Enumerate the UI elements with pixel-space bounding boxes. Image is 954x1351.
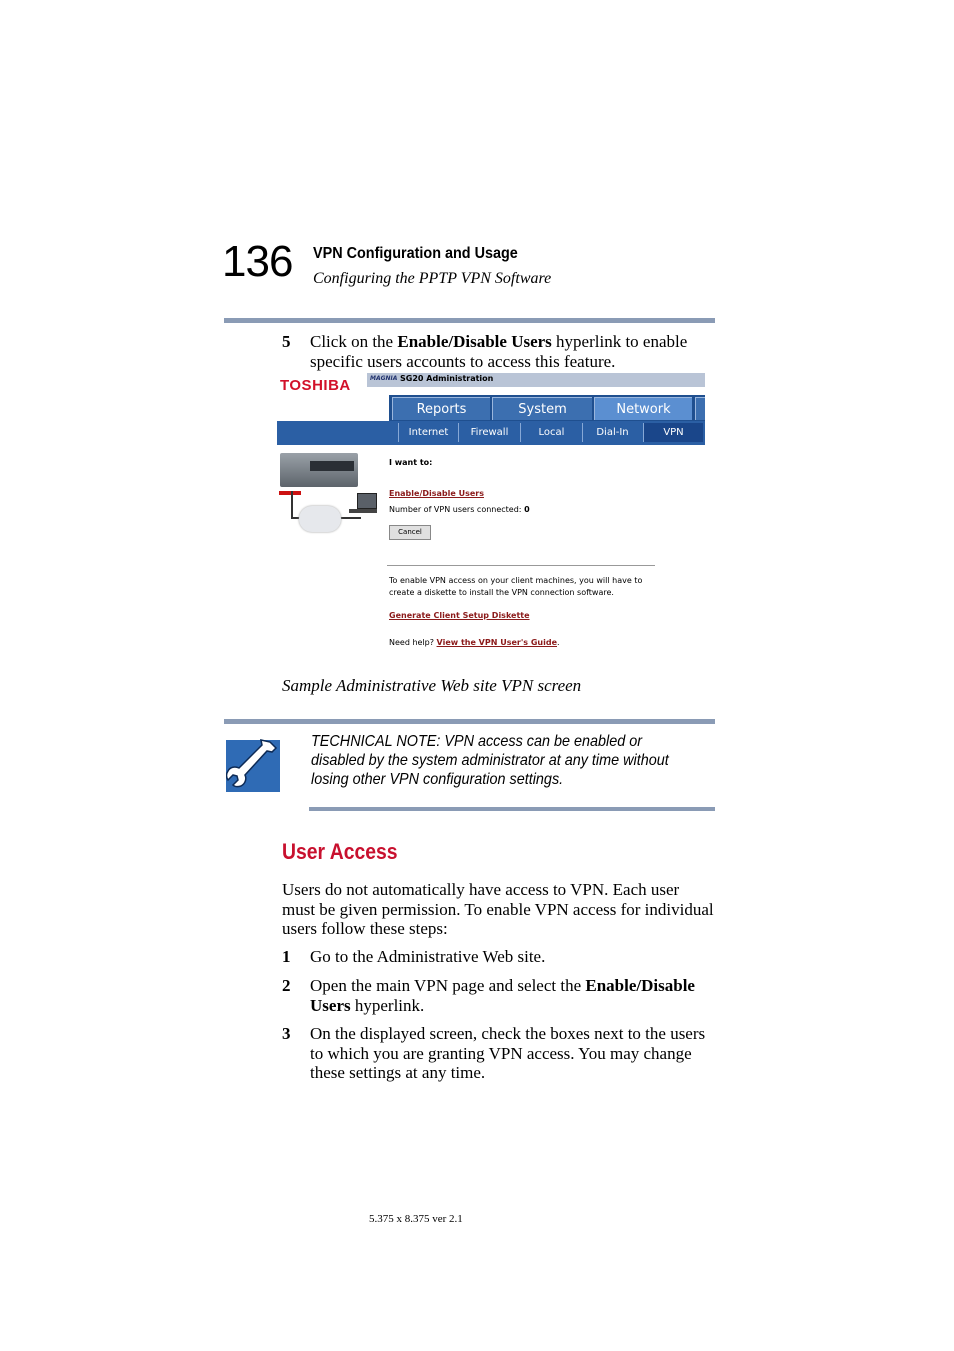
- diskette-text-1: To enable VPN access on your client machines, you will have to: [389, 576, 643, 585]
- subtab-vpn[interactable]: VPN: [643, 423, 703, 442]
- page-footer: 5.375 x 8.375 ver 2.1: [369, 1213, 463, 1225]
- page-number: 136: [222, 237, 293, 286]
- technical-note: TECHNICAL NOTE: VPN access can be enabled or disabled by the system administrator at any time without losing other VPN configuration settings.: [311, 733, 669, 788]
- tab-network[interactable]: Network: [594, 397, 692, 420]
- step-text: Go to the Administrative Web site.: [310, 947, 546, 966]
- vpn-server-image: [280, 453, 358, 487]
- cancel-button[interactable]: Cancel: [389, 525, 431, 540]
- subtab-dial-in[interactable]: Dial-In: [582, 423, 642, 442]
- admin-title-bar: [367, 373, 705, 387]
- wrench-icon: [226, 738, 282, 794]
- step-text: Click on the Enable/Disable Users hyperlink to enable specific users accounts to access this feature.: [310, 332, 688, 371]
- figure-caption: Sample Administrative Web site VPN screen: [282, 676, 582, 695]
- network-line: [291, 491, 293, 519]
- sub-tabs: [277, 421, 705, 445]
- tab-reports[interactable]: Reports: [392, 397, 490, 420]
- step-text: On the displayed screen, check the boxes next to the users to which you are granting VPN access. You may change these settings at any time.: [310, 1024, 706, 1082]
- subtab-internet[interactable]: Internet: [398, 423, 458, 442]
- section-heading: User Access: [282, 839, 398, 864]
- step-5: [282, 332, 716, 372]
- diskette-text-2: create a diskette to install the VPN connection software.: [389, 588, 614, 597]
- step-number: 2: [282, 976, 291, 995]
- main-tabs: [389, 395, 705, 421]
- step-number: 1: [282, 947, 291, 966]
- toshiba-logo: TOSHIBA: [280, 377, 351, 394]
- admin-title: SG20 Administration: [400, 374, 494, 383]
- step-number: 3: [282, 1024, 291, 1043]
- chapter-title: VPN Configuration and Usage: [313, 245, 518, 262]
- step-text: Open the main VPN page and select the Enable/Disable Users hyperlink.: [310, 976, 695, 1015]
- tab-system[interactable]: System: [492, 397, 592, 420]
- step-3: [282, 1024, 716, 1084]
- laptop-base: [349, 509, 377, 513]
- subtab-local[interactable]: Local: [520, 423, 582, 442]
- note-bottom-rule: [309, 807, 715, 811]
- users-connected: Number of VPN users connected: 0: [389, 505, 530, 514]
- internet-cloud-image: [299, 506, 341, 532]
- step-number: 5: [282, 332, 291, 351]
- tab-overflow: [695, 397, 705, 420]
- server-face: [310, 461, 354, 471]
- server-tag: [279, 491, 301, 495]
- magnia-logo: MAGNIA: [370, 375, 398, 382]
- step-1: [282, 947, 716, 967]
- enable-disable-users-link[interactable]: Enable/Disable Users: [389, 489, 484, 498]
- header-rule: [224, 318, 715, 323]
- step-2: [282, 976, 716, 1016]
- vpn-admin-screenshot: [277, 373, 705, 658]
- i-want-to-label: I want to:: [389, 458, 433, 467]
- section-title: Configuring the PPTP VPN Software: [313, 270, 552, 287]
- intro-paragraph: Users do not automatically have access to VPN. Each user must be given permission. To enable VPN access for individual users follow these steps:: [282, 880, 714, 938]
- help-line: Need help? View the VPN User's Guide.: [389, 638, 560, 647]
- generate-diskette-link[interactable]: Generate Client Setup Diskette: [389, 611, 530, 620]
- divider: [387, 565, 655, 566]
- laptop-image: [357, 493, 377, 509]
- subtab-firewall[interactable]: Firewall: [458, 423, 520, 442]
- vpn-users-guide-link[interactable]: View the VPN User's Guide: [436, 638, 557, 647]
- note-top-rule: [224, 719, 715, 724]
